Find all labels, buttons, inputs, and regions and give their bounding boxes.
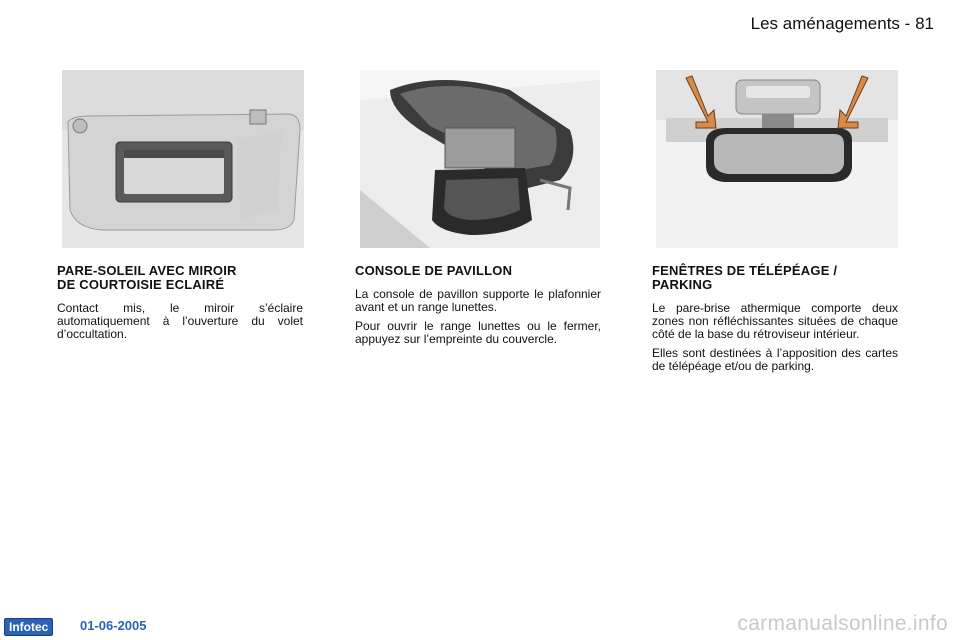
column-toll-windows [652, 264, 898, 379]
sun-visor-heading-line1: PARE-SOLEIL AVEC MIROIR [57, 263, 237, 278]
sun-visor-heading-line2: DE COURTOISIE ECLAIRÉ [57, 277, 225, 292]
toll-windows-paragraph-2: Elles sont destinées à l’apposition des cartes de télépéage et/ou de parking. [652, 346, 898, 373]
infotec-badge: Infotec [4, 618, 53, 636]
sun-visor-heading [57, 264, 303, 292]
roof-console-drawing [360, 70, 600, 248]
roof-console-illustration [360, 70, 600, 248]
roof-console-heading [355, 264, 601, 278]
sun-visor-drawing [62, 70, 304, 248]
sun-visor-paragraph: Contact mis, le miroir s’éclaire automatiquement à l’ouverture du volet d’occultation. [57, 301, 303, 341]
roof-console-paragraph-1: La console de pavillon supporte le plafonnier avant et un range lunettes. [355, 287, 601, 314]
section-title: Les aménagements [750, 14, 900, 33]
header-separator: - [904, 14, 911, 33]
roof-console-heading-line1: CONSOLE DE PAVILLON [355, 263, 513, 278]
toll-windows-paragraph-1: Le pare-brise athermique comporte deux zones non réfléchissantes situées de chaque côté de la base du rétroviseur intérieur. [652, 301, 898, 341]
column-roof-console [355, 264, 601, 352]
page-header [751, 14, 934, 34]
roof-console-paragraph-2: Pour ouvrir le range lunettes ou le fermer, appuyez sur l’empreinte du couvercle. [355, 319, 601, 346]
windscreen-zones-drawing [656, 70, 898, 248]
toll-windows-heading-line2: PARKING [652, 277, 713, 292]
column-sun-visor [57, 264, 303, 347]
page-number: 81 [915, 14, 934, 33]
toll-windows-heading [652, 264, 898, 292]
windscreen-zones-illustration [656, 70, 898, 248]
publication-date: 01-06-2005 [80, 618, 147, 633]
site-watermark: carmanualsonline.info [737, 612, 948, 635]
sun-visor-illustration [62, 70, 304, 248]
toll-windows-heading-line1: FENÊTRES DE TÉLÉPÉAGE / [652, 263, 838, 278]
